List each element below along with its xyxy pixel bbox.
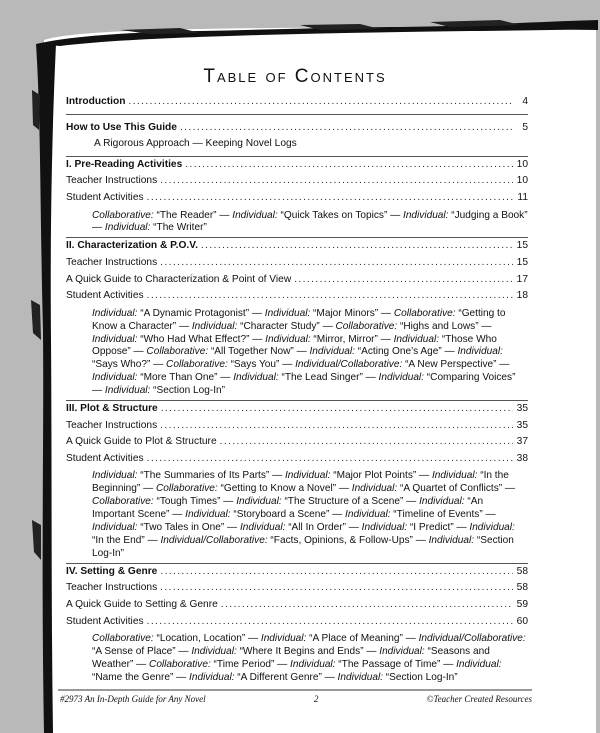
toc-section-characterization[interactable]: II. Characterization & P.O.V. ..... 15 (66, 240, 528, 257)
page-footer (60, 694, 532, 704)
toc-row[interactable]: Student Activities ..... 60 (66, 616, 528, 633)
toc-row[interactable]: Teacher Instructions ..... 58 (66, 582, 528, 599)
toc-section-plot-structure[interactable]: III. Plot & Structure ..... 35 (66, 403, 528, 420)
toc-section-setting-genre[interactable]: IV. Setting & Genre ..... 58 (66, 566, 528, 583)
page-title: Table of Contents (203, 66, 387, 87)
activity-description: Individual: “A Dynamic Protagonist” — Individual: “Major Minors” — Collaborative: “Getting to Know a Character” — Individual: “Character Study” — Collaborative: “Highs and Lows” — Individual: “Who Had What Effect?” — Individual: “Mirror, Mirror” — Individual: “Those Who Oppose” — Collaborative: “All Together Now” — Individual: “Acting One’s Age” — Individual: “Says Who?” — Collaborative: “Says You” — Individual/Collaborative: “A New Perspective” — Individual: “More Than One” — Individual: “The Lead Singer” — Individual: “Comparing Voices” — Individual: “Section Log-In” (92, 307, 516, 397)
toc-row[interactable]: A Quick Guide to Setting & Genre ..... 59 (66, 599, 528, 616)
toc-row[interactable]: A Quick Guide to Characterization & Point of View ..... 17 (66, 274, 528, 291)
toc-section-pre-reading[interactable]: I. Pre-Reading Activities ..... 10 (66, 159, 528, 176)
table-of-contents (66, 96, 528, 687)
toc-row[interactable]: Student Activities ..... 18 (66, 290, 528, 307)
toc-row[interactable]: Student Activities ..... 38 (66, 453, 528, 470)
footer-page-number: 2 (313, 694, 319, 704)
footer-book-title: #2973 An In-Depth Guide for Any Novel (60, 694, 206, 704)
toc-row[interactable]: Teacher Instructions ..... 35 (66, 420, 528, 437)
footer-publisher: ©Teacher Created Resources (426, 694, 532, 704)
toc-subentry-rigorous-approach: A Rigorous Approach — Keeping Novel Logs (94, 138, 297, 150)
toc-row[interactable]: Teacher Instructions ..... 15 (66, 257, 528, 274)
activity-description: Collaborative: “The Reader” — Individual: “Quick Takes on Topics” — Individual: “Judging a Book” — Individual: “The Writer” (92, 209, 528, 234)
toc-row[interactable]: Student Activities ..... 11 (66, 192, 528, 209)
toc-row[interactable]: A Quick Guide to Plot & Structure ..... 37 (66, 436, 528, 453)
toc-entry-introduction[interactable]: Introduction ..... 4 (66, 96, 528, 113)
toc-entry-how-to-use[interactable]: How to Use This Guide ..... 5 (66, 122, 528, 139)
toc-row[interactable]: Teacher Instructions ..... 10 (66, 175, 528, 192)
activity-description: Individual: “The Summaries of Its Parts” — Individual: “Major Plot Points” — Individual: “In the Beginning” — Collaborative: “Getting to Know a Novel” — Individual: “A Quartet of Conflicts” — Collaborative: “Tough Times” — Individual: “The Structure of a Scene” — Individual: “An Important Scene” — Individual: “Storyboard a Scene” — Individual: “Timeline of Events” — Individual: “Two Tales in One” — Individual: “All In Order” — Individual: “I Predict” — Individual: “In the End” — Individual/Collaborative: “Facts, Opinions, & Follow-Ups” — Individual: “Section Log-In” (92, 470, 516, 559)
activity-description: Collaborative: “Location, Location” — Individual: “A Place of Meaning” — Individual/Collaborative: “A Sense of Place” — Individual: “Where It Begins and Ends” — Individual: “Seasons and Weather” — Collaborative: “Time Period” — Individual: “The Passage of Time” — Individual: “Name the Genre” — Individual: “A Different Genre” — Individual: “Section Log-In” (92, 633, 526, 683)
